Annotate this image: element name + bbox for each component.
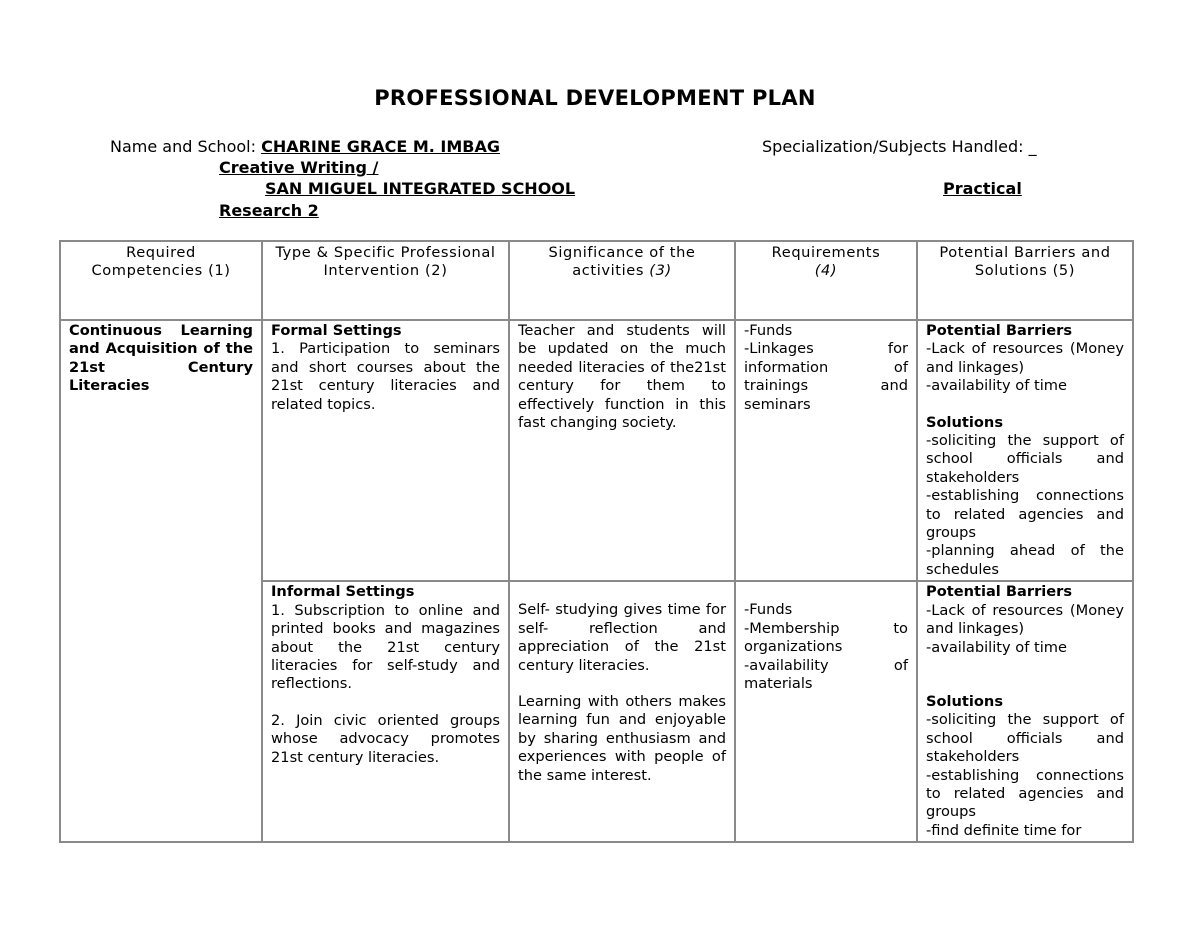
- subject-creative-writing: Creative Writing /: [219, 158, 379, 177]
- header-competencies: Required Competencies (1): [60, 241, 262, 320]
- table-row: [60, 320, 1133, 581]
- formal-intervention-cell: [262, 320, 509, 581]
- formal-requirements-cell: [735, 320, 917, 581]
- barrier-item: -availability of time: [926, 638, 1067, 656]
- header-requirements-num: (4): [814, 262, 838, 280]
- solution-item: -find definite time for: [926, 821, 1082, 839]
- development-plan-table: [59, 240, 1134, 843]
- requirement-item: -Funds: [744, 601, 793, 619]
- barrier-item: -availability of time: [926, 377, 1067, 395]
- barrier-item: -Lack of resources (Money and linkages): [926, 340, 1124, 376]
- formal-item: 1. Participation to seminars and short courses about the 21st century literacies and related topics.: [271, 340, 500, 413]
- page-title: PROFESSIONAL DEVELOPMENT PLAN: [374, 86, 816, 110]
- informal-requirements-cell: [735, 581, 917, 842]
- name-school-line: [110, 136, 500, 157]
- name-label: Name and School:: [110, 137, 262, 156]
- subject-practical: Practical: [943, 179, 1022, 198]
- formal-settings-title: Formal Settings: [271, 322, 402, 339]
- solutions-title: Solutions: [926, 413, 1004, 431]
- specialization-label: Specialization/Subjects Handled: _: [762, 137, 1037, 156]
- requirement-item: -Funds: [744, 322, 793, 339]
- header-requirements-text: Requirements: [771, 244, 881, 261]
- significance-text: Self- studying gives time for self- reflection and appreciation of the 21st century literacies.: [518, 601, 726, 674]
- subject-research-2: Research 2: [219, 201, 319, 220]
- formal-barriers-cell: [917, 320, 1133, 581]
- solution-item: -soliciting the support of school officials and stakeholders: [926, 432, 1124, 486]
- header-intervention: Type & Specific Professional Intervention (2): [262, 241, 509, 320]
- header-requirements: [735, 241, 917, 320]
- requirement-item: -Linkages for information of trainings and seminars: [744, 340, 908, 413]
- informal-settings-title: Informal Settings: [271, 583, 415, 601]
- informal-barriers-cell: [917, 581, 1133, 842]
- solutions-title: Solutions: [926, 692, 1004, 710]
- informal-intervention-cell: [262, 581, 509, 842]
- school-value: SAN MIGUEL INTEGRATED SCHOOL: [265, 179, 576, 198]
- requirement-item: -Membership to organizations: [744, 619, 908, 656]
- barriers-title: Potential Barriers: [926, 322, 1073, 339]
- table-header-row: [60, 241, 1133, 320]
- competency-cell: Continuous Learning and Acquisition of the 21st Century Literacies: [60, 320, 262, 842]
- formal-significance-cell: Teacher and students will be updated on the much needed literacies of the21st century for them to effectively function in this fast changing society.: [509, 320, 735, 581]
- barriers-title: Potential Barriers: [926, 583, 1073, 601]
- header-significance-text: Significance of the activities: [548, 244, 696, 280]
- header-barriers: Potential Barriers and Solutions (5): [917, 241, 1133, 320]
- solution-item: -establishing connections to related agencies and groups: [926, 766, 1124, 821]
- informal-item: 2. Join civic oriented groups whose advocacy promotes 21st century literacies.: [271, 711, 500, 766]
- requirement-item: -availability of materials: [744, 656, 908, 692]
- informal-significance-cell: [509, 581, 735, 842]
- informal-item: 1. Subscription to online and printed books and magazines about the 21st century literacies for self-study and reflections.: [271, 601, 500, 693]
- solution-item: -establishing connections to related agencies and groups: [926, 487, 1124, 542]
- name-value: CHARINE GRACE M. IMBAG: [261, 137, 500, 156]
- solution-item: -planning ahead of the schedules: [926, 542, 1124, 578]
- significance-text: Learning with others makes learning fun and enjoyable by sharing enthusiasm and experiences with people of the same interest.: [518, 692, 726, 784]
- header-significance-num: (3): [649, 262, 672, 280]
- solution-item: -soliciting the support of school officials and stakeholders: [926, 711, 1124, 766]
- header-significance: [509, 241, 735, 320]
- barrier-item: -Lack of resources (Money and linkages): [926, 601, 1124, 638]
